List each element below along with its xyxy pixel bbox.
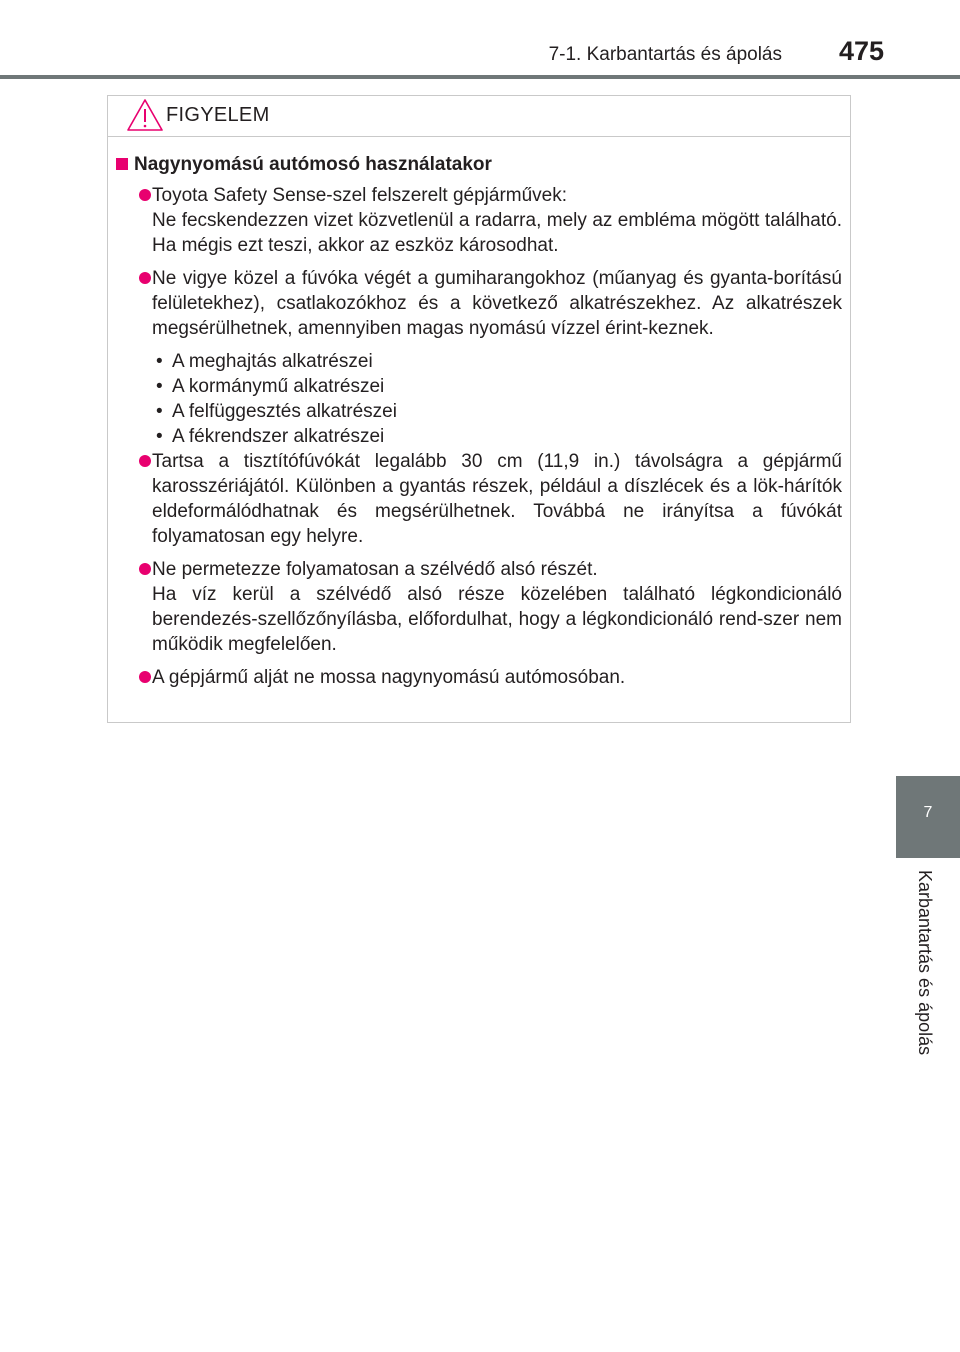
warning-heading [108,152,850,177]
component-item: • A meghajtás alkatrészei [156,351,373,372]
item-2-text: Ne vigye közel a fúvóka végét a gumiharangokhoz (műanyag és gyanta-borítású felületekhez), csatlakozókhoz és a következő alkatrészekhez. Az alkatrészek megsérülhetnek, amennyiben magas nyomású vízzel érint-keznek. [152,268,842,339]
warning-title: FIGYELEM [166,104,270,126]
bullet-dot-icon [139,563,151,575]
component-item: • A fékrendszer alkatrészei [156,426,385,447]
component-item: • A felfüggesztés alkatrészei [156,401,397,422]
warning-box [107,95,851,723]
chapter-label-wrap [896,870,960,1080]
chapter-tab [896,776,960,858]
component-item: • A kormánymű alkatrészei [156,376,385,397]
warning-heading-text: Nagynyomású autómosó használatakor [134,154,492,175]
bullet-dot-icon [139,272,151,284]
item-4-line-1: Ne permetezze folyamatosan a szélvédő alsó részét. [152,559,598,580]
warning-body [108,152,850,690]
component-list [108,349,850,449]
item-4-line-2: Ha víz kerül a szélvédő alsó része közelében található légkondicionáló berendezés-szellőzőnyílásba, előfordulhat, hogy a légkondicionáló rend-szer nem működik megfelelően. [152,584,842,655]
bullet-dot-icon [139,189,151,201]
list-item [108,449,850,549]
warning-triangle-icon [126,98,164,132]
item-1-line-1: Toyota Safety Sense-szel felszerelt gépjárművek: [152,185,568,206]
header-rule [0,75,960,79]
bullet-dot-icon [139,455,151,467]
chapter-label: Karbantartás és ápolás [915,870,935,1056]
item-3-text: Tartsa a tisztítófúvókát legalább 30 cm (11,9 in.) távolságra a gépjármű karosszériájától. Különben a gyantás részek, például a díszlécek és a lök-hárítók eldeformálódhatnak és megsérülhetnek. Továbbá ne irányítsa a fúvókát folyamatosan egy helyre. [152,451,842,547]
section-title: 7-1. Karbantartás és ápolás [548,44,782,65]
list-item [108,557,850,657]
list-item [108,665,850,690]
list-item [108,183,850,258]
page-header [0,0,960,80]
chapter-number: 7 [923,804,933,821]
list-item [108,266,850,341]
bullet-dot-icon [139,671,151,683]
page-number: 475 [838,36,884,66]
square-bullet-icon [116,158,128,170]
item-1-line-2: Ne fecskendezzen vizet közvetlenül a radarra, mely az embléma mögött található. Ha mégis ezt teszi, akkor az eszköz károsodhat. [152,210,842,256]
item-5-text: A gépjármű alját ne mossa nagynyomású autómosóban. [152,667,626,688]
warning-header [108,96,850,137]
